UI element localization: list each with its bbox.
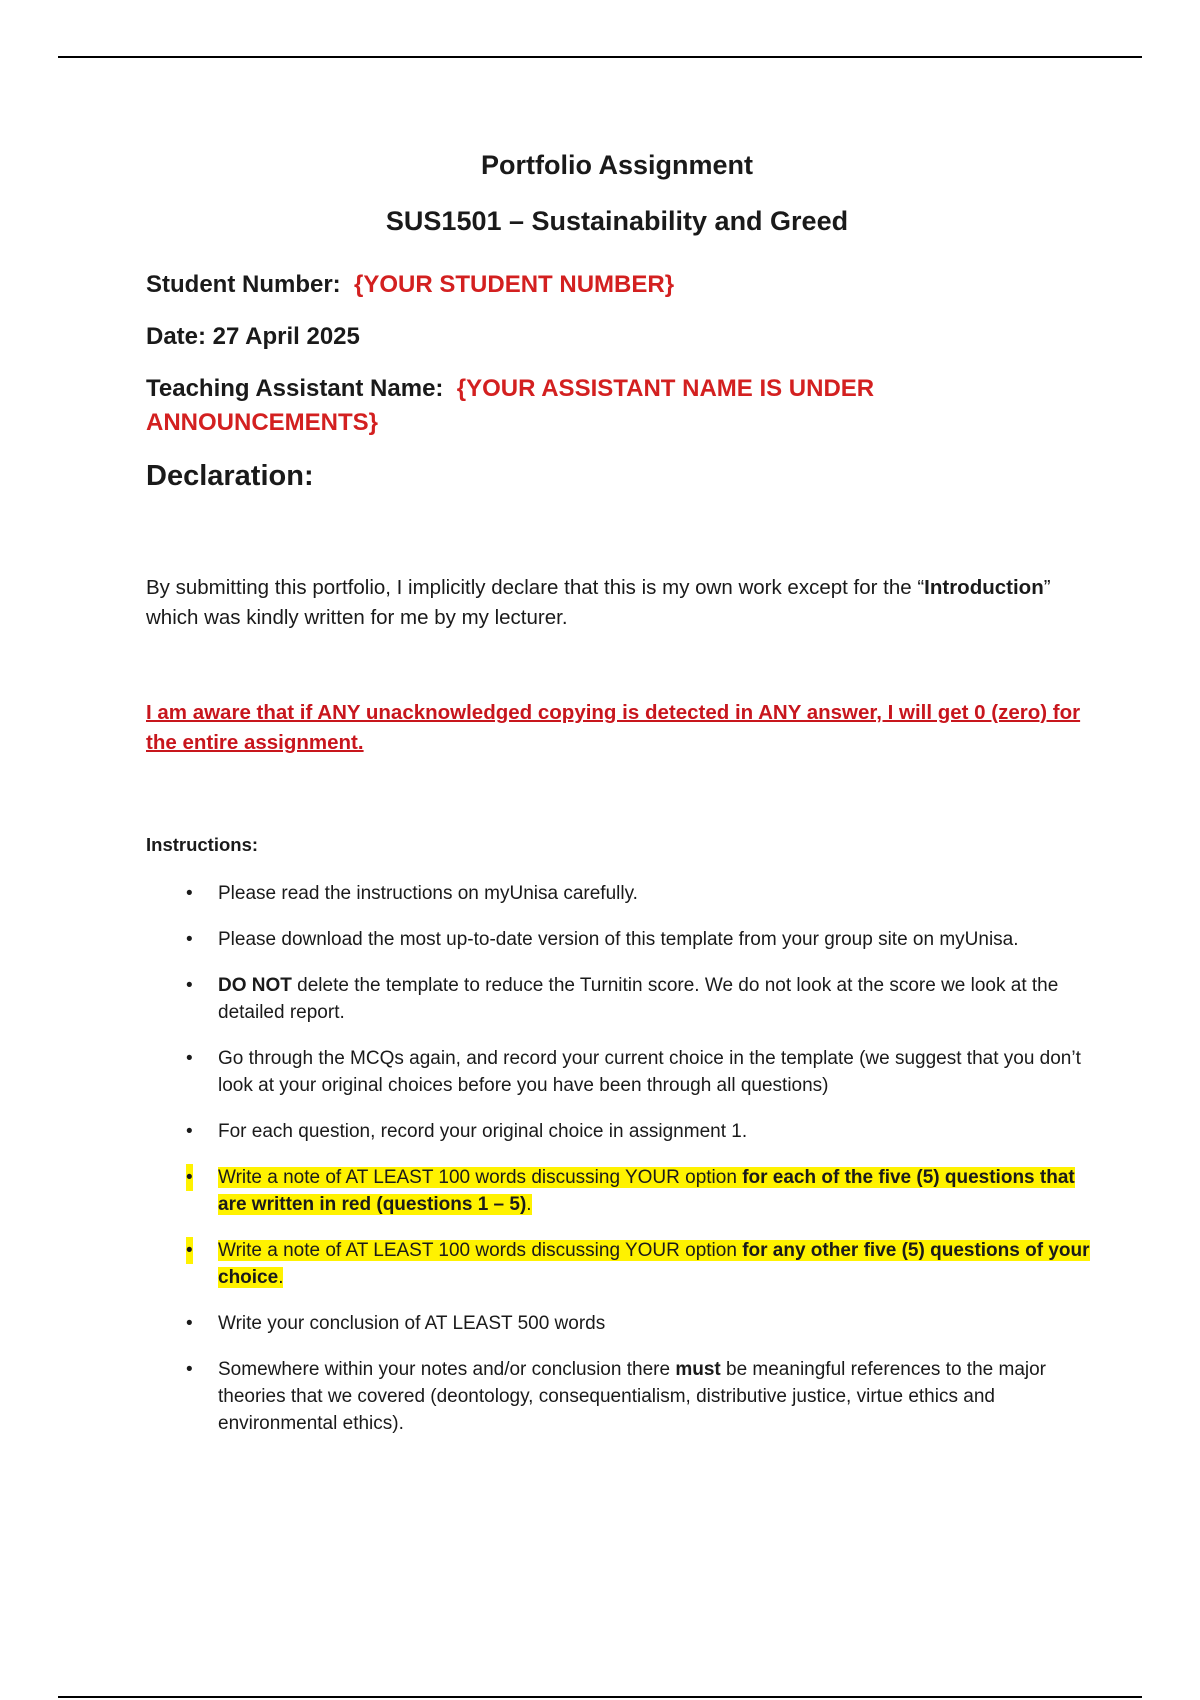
instruction-item xyxy=(146,880,1091,907)
instruction-text: Somewhere within your notes and/or conclusion there xyxy=(218,1359,676,1380)
student-number-value: {YOUR STUDENT NUMBER} xyxy=(354,271,675,298)
instruction-text: . xyxy=(526,1194,532,1215)
instruction-text: be meaningful references to the major theories that we covered (deontology, consequentialism, distributive justice, virtue ethics and environmental ethics). xyxy=(218,1359,1047,1434)
bullet-icon: • xyxy=(186,883,193,904)
instruction-text: delete the template to reduce the Turnitin score. We do not look at the score we look at the detailed report. xyxy=(218,975,1059,1023)
declaration-text-part: ” which was kindly written for me by my lecturer. xyxy=(146,576,1051,629)
course-title: SUS1501 – Sustainability and Greed xyxy=(385,206,849,236)
instruction-bold: DO NOT xyxy=(218,975,292,996)
instructions-list xyxy=(146,880,1091,1456)
instruction-text: Please read the instructions on myUnisa carefully. xyxy=(218,883,638,904)
declaration-text-part: By submitting this portfolio, I implicitly declare that this is my own work except for the “ xyxy=(146,576,925,599)
instruction-item-highlighted xyxy=(146,1164,1091,1218)
student-number-label: Student Number: xyxy=(146,271,341,298)
plagiarism-warning: I am aware that if ANY unacknowledged copying is detected in ANY answer, I will get 0 (zero) for the entire assignment. xyxy=(146,701,1081,754)
bullet-icon: • xyxy=(186,1359,193,1380)
student-number-line xyxy=(146,268,674,302)
teaching-assistant-line xyxy=(146,372,906,440)
top-rule xyxy=(58,56,1142,58)
instruction-bold: for each of the five (5) questions that are written in red (questions 1 – 5) xyxy=(218,1167,1075,1215)
instruction-text: Go through the MCQs again, and record your current choice in the template (we suggest that you don’t look at your original choices before you have been through all questions) xyxy=(218,1048,1081,1096)
instruction-text: Please download the most up-to-date version of this template from your group site on myUnisa. xyxy=(218,929,1019,950)
teaching-assistant-label: Teaching Assistant Name: xyxy=(146,375,444,402)
date-line: Date: 27 April 2025 xyxy=(146,323,360,350)
declaration-heading: Declaration: xyxy=(146,460,314,492)
instruction-text: . xyxy=(278,1267,284,1288)
bullet-icon: • xyxy=(186,929,193,950)
instruction-text: For each question, record your original choice in assignment 1. xyxy=(218,1121,748,1142)
instruction-item xyxy=(146,972,1091,1026)
instruction-text: Write your conclusion of AT LEAST 500 words xyxy=(218,1313,606,1334)
bullet-icon: • xyxy=(186,975,193,996)
instruction-text: Write a note of AT LEAST 100 words discussing YOUR option xyxy=(218,1240,743,1261)
declaration-text xyxy=(146,573,1096,633)
instruction-bold: must xyxy=(675,1359,721,1380)
instruction-item xyxy=(146,926,1091,953)
bullet-icon: • xyxy=(186,1313,193,1334)
declaration-text-bold: Introduction xyxy=(924,576,1044,599)
instructions-heading: Instructions: xyxy=(146,834,259,855)
bottom-rule xyxy=(58,1696,1142,1698)
instruction-item xyxy=(146,1356,1091,1437)
bullet-icon: • xyxy=(186,1164,193,1191)
instruction-item xyxy=(146,1045,1091,1099)
instruction-item-highlighted xyxy=(146,1237,1091,1291)
instruction-item xyxy=(146,1118,1091,1145)
instruction-item xyxy=(146,1310,1091,1337)
document-title: Portfolio Assignment xyxy=(480,150,753,180)
teaching-assistant-value: {YOUR ASSISTANT NAME IS UNDER ANNOUNCEMENTS} xyxy=(146,375,875,436)
bullet-icon: • xyxy=(186,1048,193,1069)
instruction-bold: for any other five (5) questions of your choice xyxy=(218,1240,1090,1288)
instruction-text: Write a note of AT LEAST 100 words discussing YOUR option xyxy=(218,1167,743,1188)
bullet-icon: • xyxy=(186,1121,193,1142)
bullet-icon: • xyxy=(186,1237,193,1264)
